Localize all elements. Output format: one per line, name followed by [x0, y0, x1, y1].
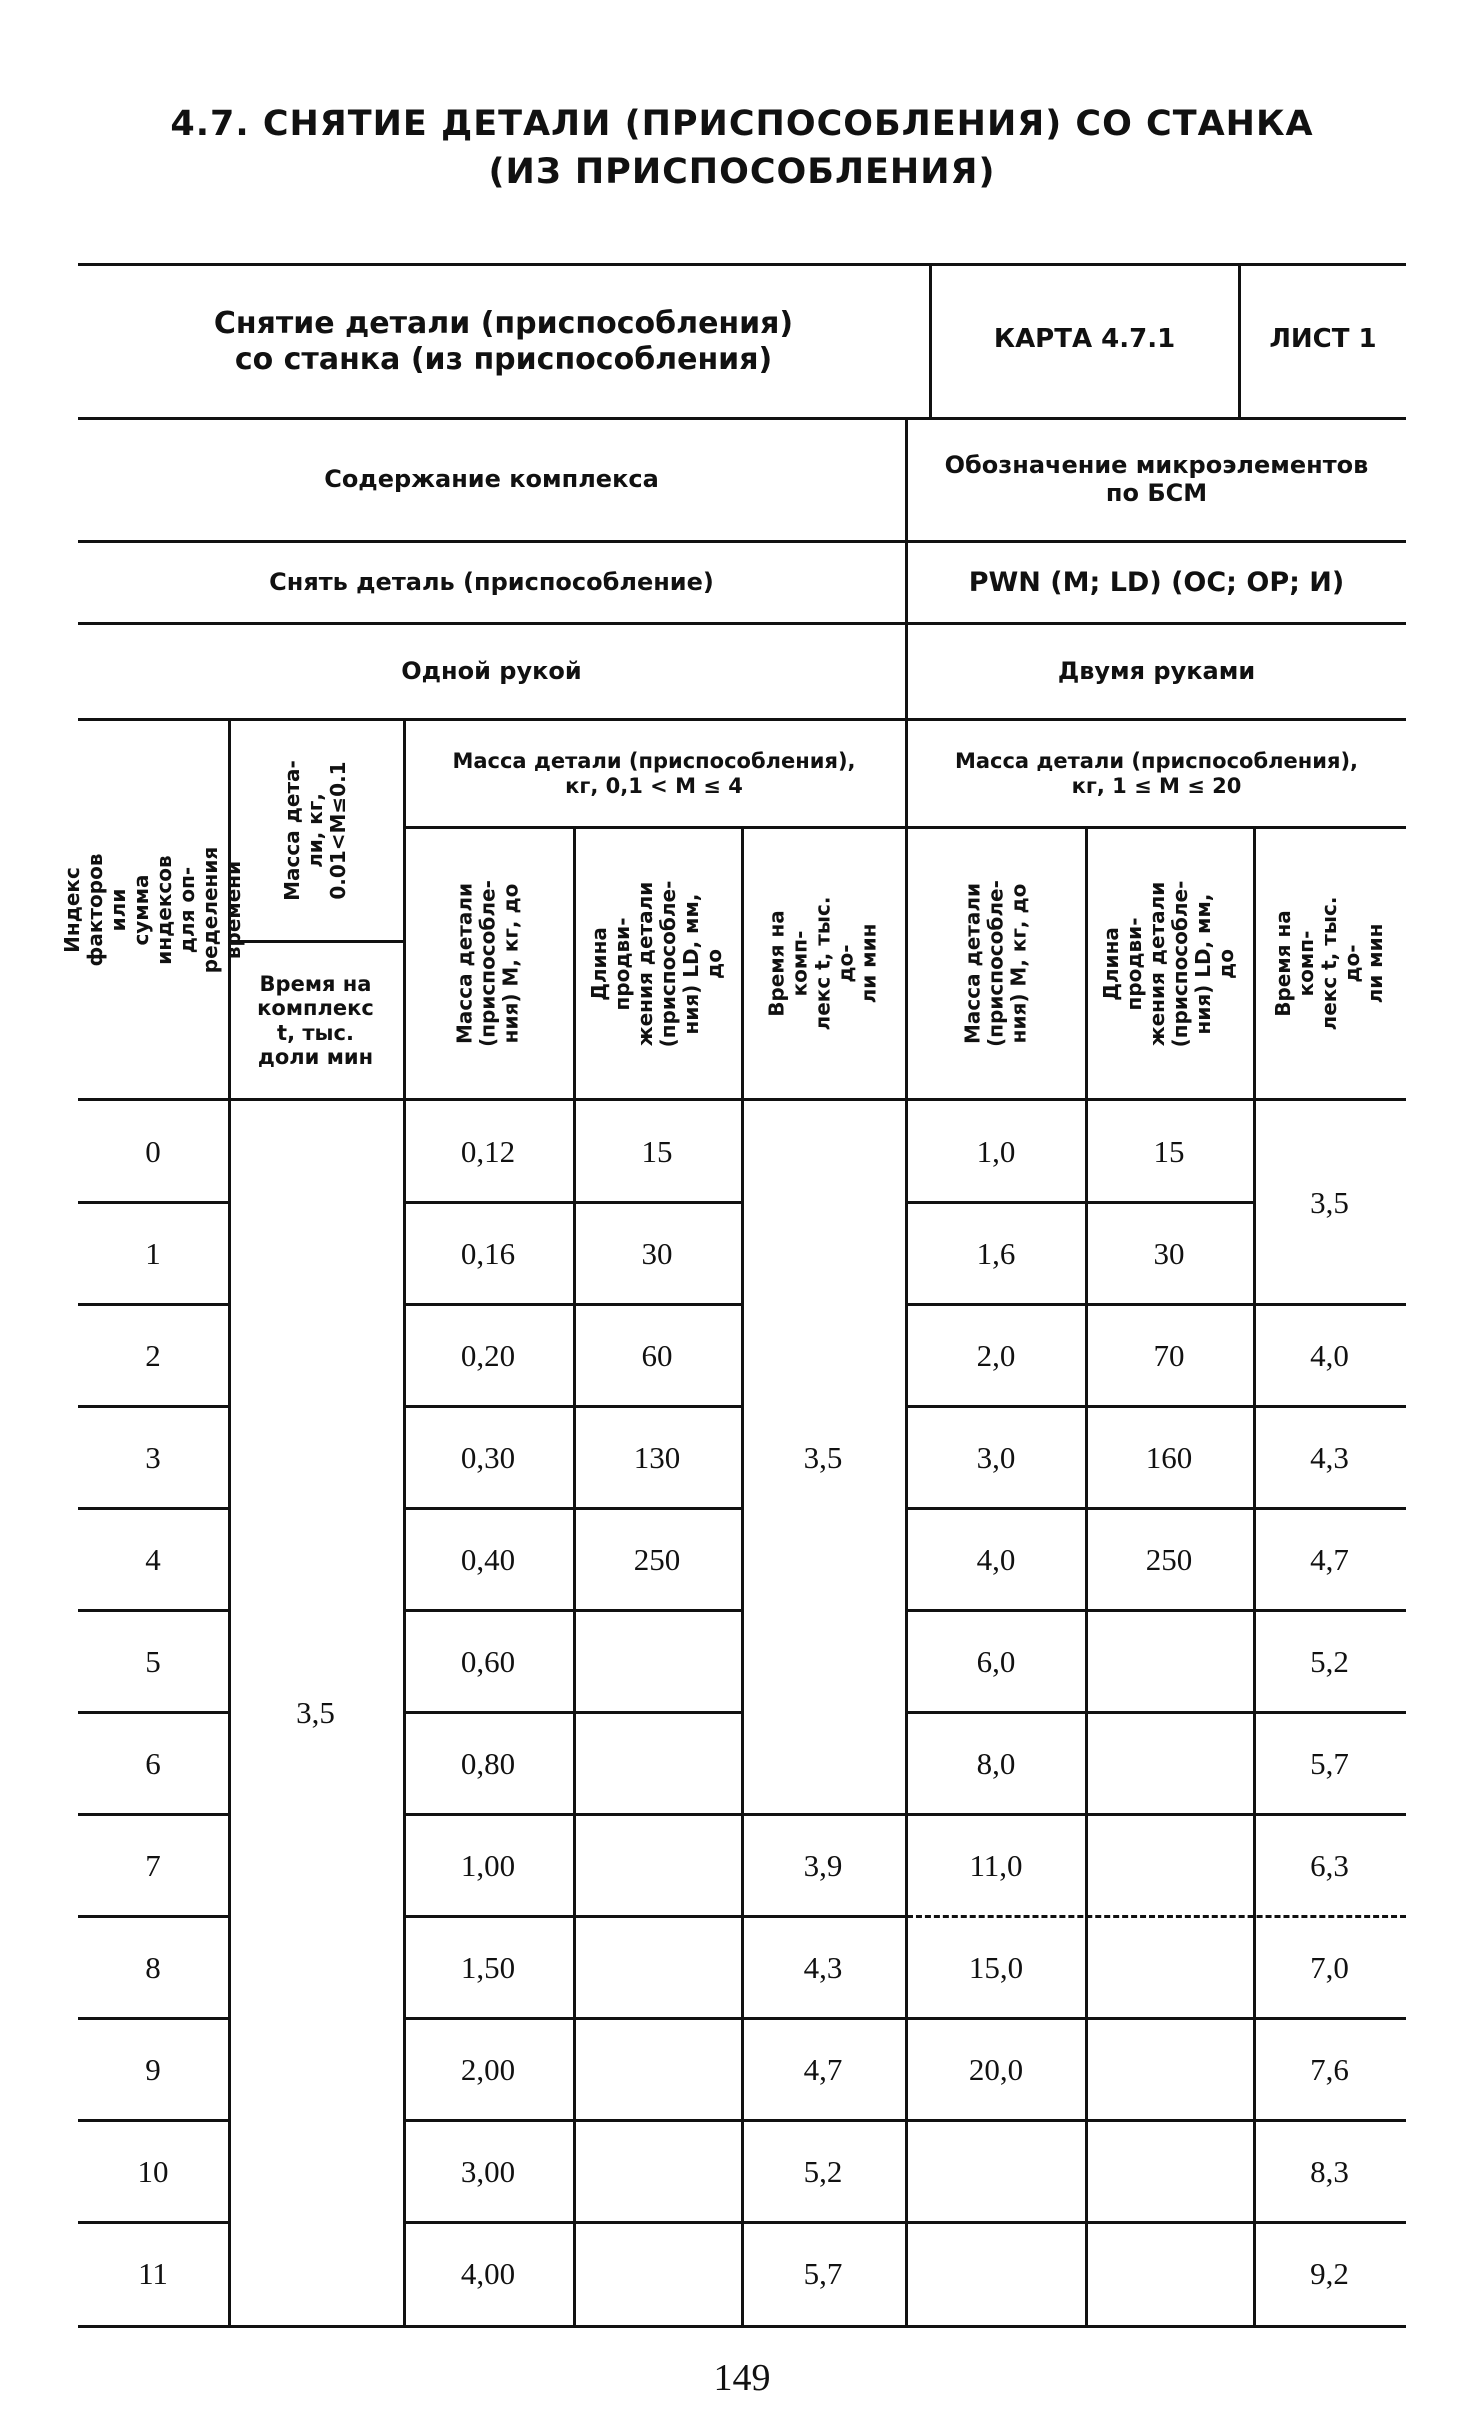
time-1-value: 5,2 [803, 2154, 843, 2189]
time-1-value: 4,3 [803, 1950, 843, 1985]
col-time-2-header-text: Время на комп- лекс t, тыс. до- ли мин [1271, 896, 1387, 1031]
col-length-1-header-text: Длина продви- жения детали (приспособле- ния) LD, мм, до [587, 880, 726, 1047]
card-title-1: Снятие детали (приспособления) [213, 306, 794, 341]
mass-1-value: 0,16 [460, 1236, 516, 1271]
time-2-value: 4,3 [1310, 1440, 1349, 1475]
time-2-value: 4,0 [1310, 1338, 1349, 1373]
mass-2-value: 6,0 [976, 1644, 1016, 1679]
col-time-1-header [741, 829, 905, 1098]
length-2-value [1085, 1611, 1253, 1713]
mass-2-value: 2,0 [976, 1338, 1016, 1373]
page-number: 149 [713, 2357, 771, 2399]
col-mass-2-header-text: Масса детали (приспособле- ния) M, кг, до [960, 880, 1031, 1047]
mass-2-value: 4,0 [976, 1542, 1016, 1577]
two-hand-mass-group: Масса детали (приспособления), кг, 1 ≤ M ≤ 20 [954, 749, 1359, 798]
micro-label-1: Обозначение микроэлементов [944, 451, 1369, 480]
mass-2-value: 15,0 [968, 1950, 1024, 1985]
mass-2-value: 20,0 [968, 2052, 1024, 2087]
length-2-value [1085, 2121, 1253, 2223]
col-light-mass-header-text: Масса дета- ли, кг, 0.01<M≤0.1 [280, 760, 350, 901]
time-2-value: 7,0 [1310, 1950, 1349, 1985]
mass-1-value: 0,80 [460, 1746, 516, 1781]
card-number: КАРТА 4.7.1 [993, 324, 1176, 355]
mass-1-value: 0,60 [460, 1644, 516, 1679]
mass-2-value: 1,6 [976, 1236, 1016, 1271]
length-1-value [573, 1917, 741, 2019]
sheet-number: ЛИСТ 1 [1269, 324, 1377, 355]
length-2-value [1085, 1815, 1253, 1917]
mass-2-value [907, 2223, 1085, 2325]
length-1-value [573, 1713, 741, 1815]
row-index: 7 [145, 1848, 161, 1883]
time-2-value: 5,7 [1310, 1746, 1349, 1781]
col-mass-1-header [403, 829, 573, 1098]
row-index: 11 [138, 2256, 168, 2291]
length-2-value [1085, 2019, 1253, 2121]
row-index: 1 [145, 1236, 161, 1271]
time-1-merged: 3,5 [803, 1440, 843, 1475]
micro-value: PWN (M; LD) (OC; OP; И) [968, 566, 1345, 598]
one-hand-label: Одной рукой [401, 656, 582, 685]
time-1-value: 3,9 [803, 1848, 843, 1883]
one-hand-mass-group: Масса детали (приспособления), кг, 0,1 < M ≤ 4 [452, 749, 856, 798]
row-index: 2 [145, 1338, 161, 1373]
col-time-2-header [1253, 829, 1406, 1098]
length-1-value [573, 2223, 741, 2325]
mass-1-value: 3,00 [460, 2154, 516, 2189]
rule-table-bottom [78, 2325, 1406, 2328]
mass-1-value: 1,00 [460, 1848, 516, 1883]
content-value: Снять деталь (приспособление) [269, 567, 714, 596]
card-title-2: со станка (из приспособления) [234, 341, 773, 377]
length-2-value [1085, 1917, 1253, 2019]
row-index: 9 [145, 2052, 161, 2087]
mass-1-value: 0,12 [460, 1134, 516, 1169]
row-index: 8 [145, 1950, 161, 1985]
length-2-value: 70 [1153, 1338, 1185, 1373]
length-2-value [1085, 2223, 1253, 2325]
length-2-value [1085, 1713, 1253, 1815]
length-2-value: 30 [1153, 1236, 1185, 1271]
row-index: 6 [145, 1746, 161, 1781]
section-title: 4.7. СНЯТИЕ ДЕТАЛИ (ПРИСПОСОБЛЕНИЯ) СО СТАНКА [170, 104, 1314, 144]
col-index-header-text: Индекс факторов или сумма индексов для оп- ределения времени [60, 846, 245, 973]
mass-2-value: 8,0 [976, 1746, 1016, 1781]
col-length-2-header [1085, 829, 1253, 1098]
row-index: 4 [145, 1542, 161, 1577]
two-hands-label: Двумя руками [1057, 656, 1256, 685]
row-index: 3 [145, 1440, 161, 1475]
mass-1-value: 4,00 [460, 2256, 516, 2291]
length-1-value: 250 [633, 1542, 681, 1577]
col-length-1-header [573, 829, 741, 1098]
length-2-value: 250 [1145, 1542, 1193, 1577]
time-2-value: 6,3 [1310, 1848, 1349, 1883]
mass-1-value: 0,20 [460, 1338, 516, 1373]
col-light-time-header: Время на комплекс t, тыс. доли мин [257, 972, 374, 1069]
micro-label-2: по БСМ [1105, 479, 1208, 507]
time-2-value: 5,2 [1310, 1644, 1349, 1679]
row-index: 10 [137, 2154, 169, 2189]
time-2-value: 9,2 [1310, 2256, 1349, 2291]
length-1-value: 15 [641, 1134, 673, 1169]
col-length-2-header-text: Длина продви- жения детали (приспособле- ния) LD, мм, до [1099, 880, 1238, 1047]
mass-1-value: 2,00 [460, 2052, 516, 2087]
time-2-value: 4,7 [1310, 1542, 1349, 1577]
content-label: Содержание комплекса [324, 465, 659, 494]
row-index: 5 [145, 1644, 161, 1679]
col-mass-2-header [907, 829, 1085, 1098]
time-2-value: 7,6 [1310, 2052, 1349, 2087]
length-1-value [573, 1611, 741, 1713]
length-2-value: 15 [1153, 1134, 1185, 1169]
length-2-value: 160 [1145, 1440, 1193, 1475]
col-index-header [60, 721, 245, 1098]
length-1-value [573, 2019, 741, 2121]
length-1-value [573, 2121, 741, 2223]
time-2-value: 8,3 [1310, 2154, 1349, 2189]
mass-2-value: 1,0 [976, 1134, 1016, 1169]
time-2-merged: 3,5 [1310, 1185, 1349, 1220]
length-1-value: 130 [633, 1440, 681, 1475]
mass-2-value [907, 2121, 1085, 2223]
mass-1-value: 0,30 [460, 1440, 516, 1475]
mass-2-value: 3,0 [976, 1440, 1016, 1475]
time-1-value: 4,7 [803, 2052, 843, 2087]
mass-1-value: 0,40 [460, 1542, 516, 1577]
mass-1-value: 1,50 [460, 1950, 516, 1985]
length-1-value: 60 [641, 1338, 673, 1373]
length-1-value [573, 1815, 741, 1917]
col-light-mass-header [228, 721, 403, 940]
length-1-value: 30 [641, 1236, 673, 1271]
col-time-1-header-text: Время на комп- лекс t, тыс. до- ли мин [764, 896, 881, 1031]
row-index: 0 [145, 1134, 161, 1169]
time-1-value: 5,7 [803, 2256, 843, 2291]
light-time-merged: 3,5 [296, 1695, 335, 1730]
mass-2-value: 11,0 [969, 1848, 1023, 1883]
section-subtitle: (ИЗ ПРИСПОСОБЛЕНИЯ) [488, 152, 996, 192]
col-mass-1-header-text: Масса детали (приспособле- ния) M, кг, до [452, 880, 523, 1047]
